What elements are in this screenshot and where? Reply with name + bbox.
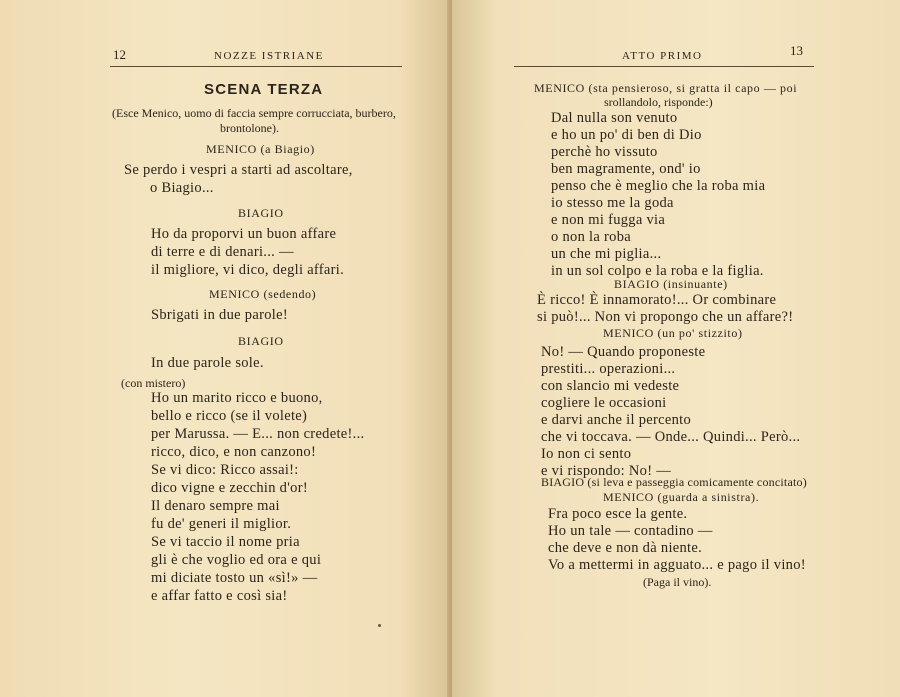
stage-direction-line: brontolone). [220, 121, 279, 135]
verse-line: perchè ho vissuto [551, 144, 658, 160]
speaker-heading: BIAGIO [238, 334, 284, 348]
verse-line: prestiti... operazioni... [541, 361, 676, 377]
verse-line: un che mi piglia... [551, 246, 662, 262]
verse-line: e non mi fugga via [551, 212, 666, 228]
verse-line: ben magramente, ond' io [551, 161, 701, 177]
verse-line: cogliere le occasioni [541, 395, 667, 411]
verse-line: Se vi dico: Ricco assai!: [151, 462, 299, 478]
verse-line: No! — Quando proponeste [541, 344, 706, 360]
verse-line: io stesso me la goda [551, 195, 674, 211]
header-rule [110, 66, 402, 67]
verse-line: Se perdo i vespri a starti ad ascoltare, [124, 162, 353, 178]
verse-line: di terre e di denari... — [151, 244, 294, 260]
verse-line: penso che è meglio che la roba mia [551, 178, 766, 194]
running-head: NOZZE ISTRIANE [214, 50, 324, 62]
verse-line: Fra poco esce la gente. [548, 506, 688, 522]
verse-line: il migliore, vi dico, degli affari. [151, 262, 345, 278]
verse-line: per Marussa. — E... non credete!... [151, 426, 365, 442]
speaker-heading: MENICO (sta pensieroso, si gratta il capo — poi [534, 81, 798, 95]
running-head: ATTO PRIMO [622, 50, 703, 62]
verse-line: bello e ricco (se il volete) [151, 408, 308, 424]
stage-direction: (Paga il vino). [643, 575, 712, 589]
verse-line: con slancio mi vedeste [541, 378, 680, 394]
verse-line: È ricco! È innamorato!... Or combinare [537, 292, 777, 308]
verse-block [541, 344, 800, 480]
speaker-heading: MENICO (sedendo) [209, 287, 317, 301]
speaker-heading: MENICO (guarda a sinistra). [603, 490, 760, 504]
verse-line: Vo a mettermi in agguato... e pago il vino! [548, 557, 806, 573]
verse-line: e ho un po' di ben di Dio [551, 127, 702, 143]
verse-block [151, 354, 264, 372]
verse-line: che vi toccava. — Onde... Quindi... Però... [541, 429, 801, 445]
verse-line: Ho da proporvi un buon affare [151, 226, 337, 242]
verse-line: e affar fatto e così sia! [151, 588, 288, 604]
speaker-heading: BIAGIO [238, 206, 284, 220]
verse-line: o Biagio... [150, 180, 214, 196]
verse-line: Il denaro sempre mai [151, 498, 280, 514]
page-number: 12 [113, 47, 126, 62]
verse-line: fu de' generi il miglior. [151, 516, 292, 532]
verse-block [537, 292, 793, 326]
ink-speck [378, 624, 381, 627]
scene-title: SCENA TERZA [204, 81, 324, 98]
verse-block [548, 506, 806, 574]
verse-line: e darvi anche il percento [541, 412, 692, 428]
verse-line: o non la roba [551, 229, 632, 245]
verse-block [151, 225, 344, 279]
verse-line: in un sol colpo e la roba e la figlia. [551, 263, 764, 279]
header-rule [514, 66, 814, 67]
verse-block [551, 110, 765, 280]
stage-direction-line: (Esce Menico, uomo di faccia sempre corrucciata, burbero, [112, 106, 396, 120]
verse-line: dico vigne e zecchin d'or! [151, 480, 308, 496]
verse-line: che deve e non dà niente. [548, 540, 703, 556]
verse-block [124, 161, 353, 197]
speaker-heading: MENICO (un po' stizzito) [603, 326, 743, 340]
verse-line: Io non ci sento [541, 446, 632, 462]
verse-line: Dal nulla son venuto [551, 110, 678, 126]
speaker-heading: MENICO (a Biagio) [206, 142, 315, 156]
verse-line: gli è che voglio ed ora e qui [151, 552, 322, 568]
verse-line: ricco, dico, e non canzono! [151, 444, 317, 460]
verse-line: e vi rispondo: No! — [541, 463, 672, 479]
speaker-heading: BIAGIO (insinuante) [614, 277, 728, 291]
page-number: 13 [790, 43, 803, 58]
speaker-heading: BIAGIO (si leva e passeggia comicamente concitato) [541, 475, 807, 489]
right-page [452, 0, 900, 697]
verse-line: Ho un tale — contadino — [548, 523, 713, 539]
verse-block [151, 306, 288, 324]
verse-line: Se vi taccio il nome pria [151, 534, 300, 550]
verse-line: Ho un marito ricco e buono, [151, 390, 323, 406]
verse-line: si può!... Non vi propongo che un affare?! [537, 309, 794, 325]
verse-line: In due parole sole. [151, 355, 264, 371]
stage-direction: srollandolo, risponde:) [604, 95, 713, 109]
stage-direction: (con mistero) [121, 376, 186, 390]
verse-line: mi diciate tosto un «sì!» — [151, 570, 318, 586]
verse-block [151, 389, 364, 605]
verse-line: Sbrigati in due parole! [151, 307, 288, 323]
